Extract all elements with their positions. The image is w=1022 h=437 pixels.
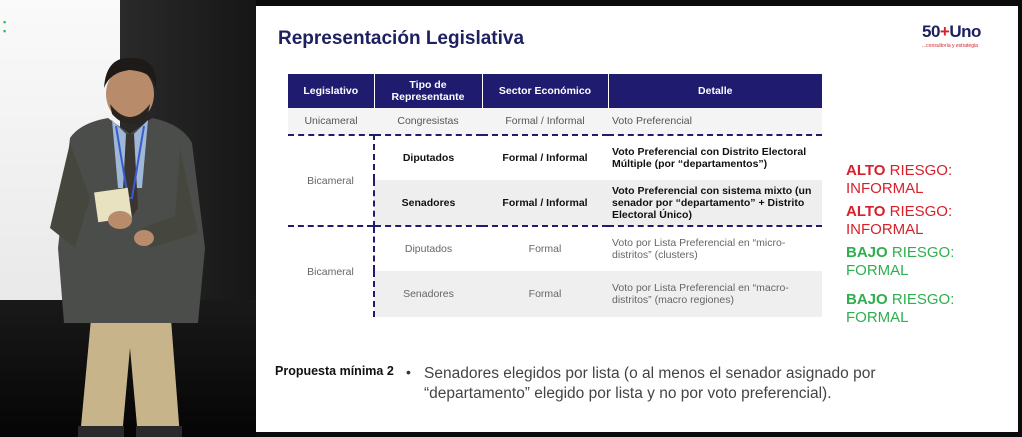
logo-tagline: ...consultoría y estrategia: [922, 43, 978, 49]
presentation-slide: [256, 6, 1018, 432]
cell-detalle: Voto por Lista Preferencial en “macro-distritos” (macro regiones): [608, 271, 822, 317]
cell-tipo: Senadores: [374, 180, 482, 226]
cell-tipo: Congresistas: [374, 108, 482, 135]
cell-legislativo: Bicameral: [288, 226, 374, 317]
column-header: Tipo de Representante: [374, 74, 482, 108]
brand-logo: [922, 22, 992, 62]
table-row: [288, 108, 822, 135]
column-header: Detalle: [608, 74, 822, 108]
cell-detalle: Voto Preferencial con Distrito Electoral Múltiple (por “departamentos”): [608, 135, 822, 180]
risk-label-4: BAJO RIESGO: FORMAL: [846, 291, 955, 326]
cell-sector: Formal / Informal: [482, 108, 608, 135]
legislative-table: [288, 74, 822, 317]
cell-legislativo: Unicameral: [288, 108, 374, 135]
risk-label-2: ALTO RIESGO: INFORMAL: [846, 203, 953, 238]
proposal-text: Senadores elegidos por lista (o al menos el senador asignado por “departamento” elegido por lista y no por voto preferencial).: [424, 365, 876, 402]
logo-wordmark: 50+Uno: [922, 22, 981, 41]
cell-sector: Formal: [482, 271, 608, 317]
cell-detalle: Voto por Lista Preferencial en “micro-distritos” (clusters): [608, 226, 822, 271]
cell-detalle: Voto Preferencial con sistema mixto (un senador por “departamento” + Distrito Electoral Único): [608, 180, 822, 226]
table-header-row: [288, 74, 822, 108]
slide-title: Representación Legislativa: [278, 28, 525, 49]
cell-legislativo: Bicameral: [288, 135, 374, 226]
proposal-label: Propuesta mínima 2: [275, 364, 394, 378]
cell-sector: Formal: [482, 226, 608, 271]
cell-tipo: Diputados: [374, 226, 482, 271]
risk-label-1: ALTO RIESGO: INFORMAL: [846, 162, 953, 197]
column-header: Legislativo: [288, 74, 374, 108]
table-row: [288, 135, 822, 180]
bullet-icon: •: [406, 364, 411, 380]
presenter-video-area: [0, 0, 256, 437]
risk-label-3: BAJO RIESGO: FORMAL: [846, 244, 955, 279]
column-header: Sector Económico: [482, 74, 608, 108]
cell-tipo: Diputados: [374, 135, 482, 180]
cell-sector: Formal / Informal: [482, 180, 608, 226]
green-marker-icon: ▪ ▪: [3, 17, 7, 36]
presenter-figure: [30, 48, 230, 437]
cell-tipo: Senadores: [374, 271, 482, 317]
table-row: [288, 226, 822, 271]
cell-detalle: Voto Preferencial: [608, 108, 822, 135]
cell-sector: Formal / Informal: [482, 135, 608, 180]
